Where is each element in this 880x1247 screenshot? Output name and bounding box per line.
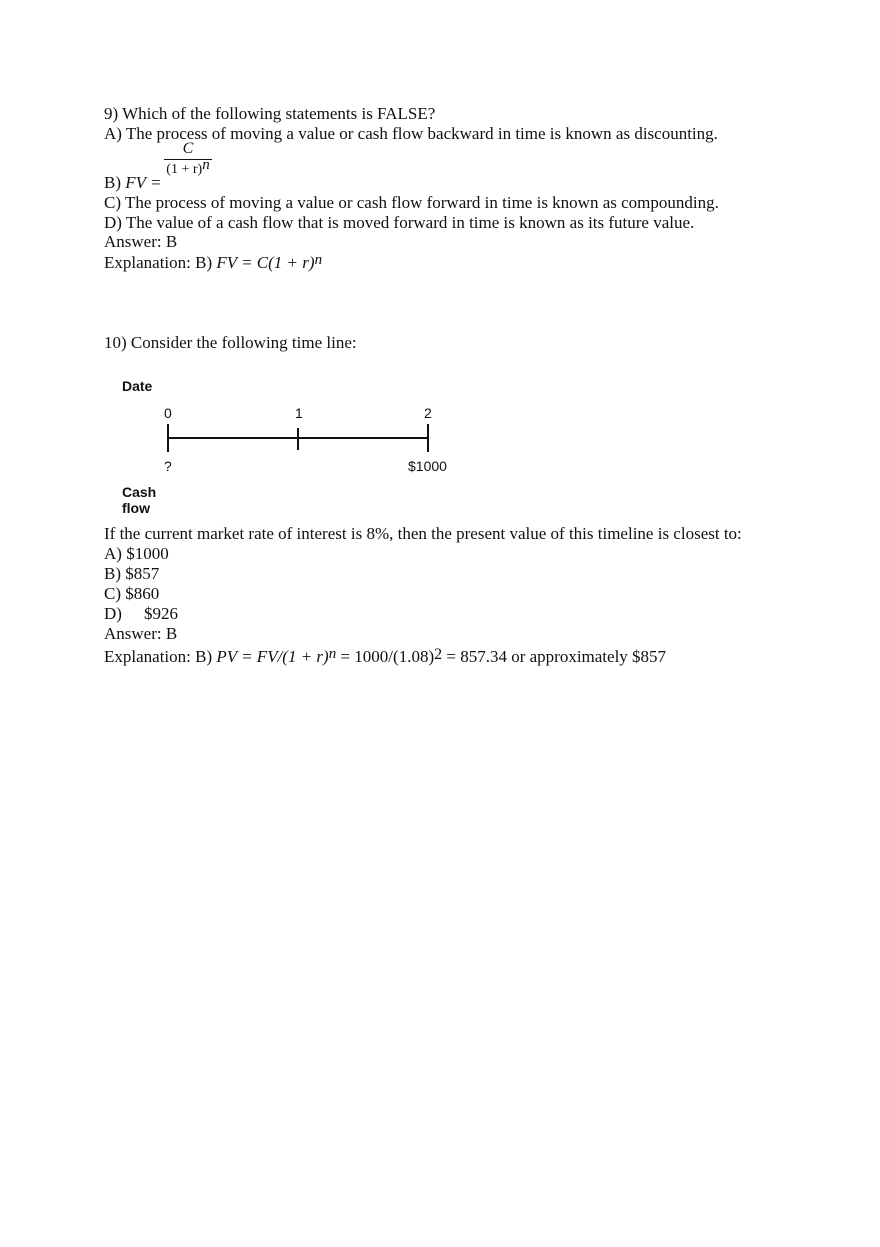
- fraction-numerator: C: [182, 140, 194, 157]
- q10-option-d: D) $926: [104, 604, 178, 623]
- timeline-period-0: 0: [164, 405, 172, 421]
- fraction-denominator: $(1 + r)^n$: [166, 157, 210, 177]
- q9-option-c: C) The process of moving a value or cash flow forward in time is known as compounding.: [104, 193, 719, 212]
- q10-option-b: B) $857: [104, 564, 160, 583]
- timeline-cashflow-label: Cash flow: [122, 484, 157, 516]
- timeline-axis: [110, 420, 450, 460]
- q9-option-d: D) The value of a cash flow that is moved forward in time is known as its future value.: [104, 213, 695, 232]
- q9-option-b-fraction: [162, 140, 214, 178]
- timeline-cashflow-0: ?: [164, 458, 172, 474]
- timeline-period-2: 2: [424, 405, 432, 421]
- timeline-period-1: 1: [295, 405, 303, 421]
- q9-explanation: Explanation: B) FV = $C(1 + r)^n$: [104, 252, 323, 272]
- q10-prompt: If the current market rate of interest is 8%, then the present value of this timeline is closest to:: [104, 524, 742, 543]
- q9-option-a: A) The process of moving a value or cash flow backward in time is known as discounting.: [104, 124, 718, 143]
- q10-option-a: A) $1000: [104, 544, 169, 563]
- timeline-date-label: Date: [122, 378, 153, 394]
- q10-option-c: C) $860: [104, 584, 160, 603]
- q9-question: 9) Which of the following statements is FALSE?: [104, 104, 436, 123]
- q9-option-b: B) FV =: [104, 173, 162, 192]
- timeline-cashflow-2: $1000: [408, 458, 447, 474]
- q10-answer: Answer: B: [104, 624, 178, 643]
- q9-answer: Answer: B: [104, 232, 178, 251]
- q10-explanation: Explanation: B) PV = $FV/(1 + r)^n = 1000/(1.08)^2 = 857.34$ or approximately $857: [104, 646, 667, 666]
- q10-question: 10) Consider the following time line:: [104, 333, 357, 352]
